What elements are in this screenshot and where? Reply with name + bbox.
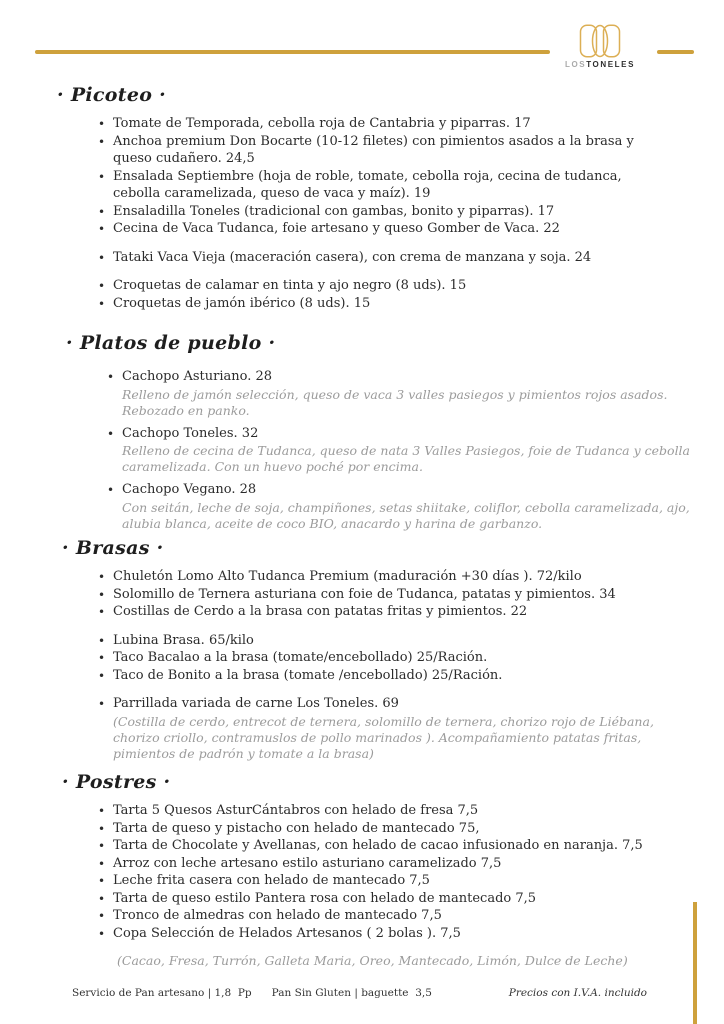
section-title: · Brasas · (62, 537, 164, 559)
menu-item (113, 837, 669, 855)
menu-item-text: • Taco Bacalao a la brasa (tomate/encebollado) 25/Ración. (113, 650, 488, 665)
menu-item-text: • Cecina de Vaca Tudanca, foie artesano y queso Gomber de Vaca. 22 (113, 221, 560, 236)
menu-item-text: • Costillas de Cerdo a la brasa con patatas fritas y pimientos. 22 (113, 604, 528, 619)
menu-item (113, 907, 669, 925)
gold-accent-bar (693, 902, 697, 1024)
menu-item (113, 820, 669, 838)
menu-item-text: • Chuletón Lomo Alto Tudanca Premium (maduración +30 días ). 72/kilo (113, 569, 582, 584)
menu-item-text: • Taco de Bonito a la brasa (tomate /encebollado) 25/Ración. (113, 667, 503, 683)
brand-wordmark-bold: TONELES (586, 60, 636, 69)
menu-item (113, 168, 669, 203)
menu-item-text: • Croquetas de calamar en tinta y ajo negro (8 uds). 15 (113, 278, 467, 293)
menu-item-text: • Tarta de queso estilo Pantera rosa con helado de mantecado 7,5 (113, 890, 537, 906)
brand-wordmark-light: LOS (564, 60, 587, 69)
menu-item-text: • Tarta de Chocolate y Avellanas, con helado de cacao infusionado en naranja. 7,5 (113, 838, 643, 853)
menu-item (113, 649, 669, 667)
menu-section (0, 332, 724, 543)
menu-item (113, 872, 669, 890)
menu-item-text: • Leche frita casera con helado de mantecado 7,5 (113, 873, 430, 888)
menu-item (113, 632, 669, 650)
menu-item-text: • Cachopo Asturiano. 28 (122, 369, 273, 384)
menu-item-text: • Lubina Brasa. 65/kilo (113, 632, 254, 648)
section-title: · Platos de pueblo · (66, 332, 276, 354)
menu-item-text: • Tarta de queso y pistacho con helado de mantecado 75, (113, 820, 480, 836)
menu-item (113, 802, 669, 820)
footer-bread-info (72, 987, 432, 999)
item-group (0, 368, 724, 532)
menu-item (113, 220, 669, 238)
item-group (0, 802, 724, 942)
menu-item-description: Con seitán, leche de soja, champiñones, setas shiitake, coliflor, cebolla caramelizada, ajo, alubia blanca, aceite de coco BIO, anacardo y harina de garbanzo. (122, 499, 690, 531)
item-group (0, 632, 724, 685)
menu-item (113, 203, 669, 221)
menu-item (113, 586, 669, 604)
section-note: (Cacao, Fresa, Turrón, Galleta Maria, Oreo, Mantecado, Limón, Dulce de Leche) (117, 953, 628, 968)
menu-item-text: • Tarta 5 Quesos AsturCántabros con helado de fresa 7,5 (113, 803, 479, 818)
menu-item-text: • Cachopo Toneles. 32 (122, 425, 259, 441)
menu-item-text: • Anchoa premium Don Bocarte (10-12 filetes) con pimientos asados a la brasa y queso cudañero. 24,5 (113, 133, 634, 166)
menu-item (113, 855, 669, 873)
menu-item-text: • Arroz con leche artesano estilo asturiano caramelizado 7,5 (113, 855, 502, 871)
menu-item (113, 667, 669, 685)
item-group (0, 568, 724, 621)
menu-item-text: • Ensalada Septiembre (hoja de roble, tomate, cebolla roja, cecina de tudanca, cebolla caramelizada, queso de vaca y maíz). 19 (113, 168, 622, 201)
menu-item (113, 133, 669, 168)
item-group (0, 277, 724, 312)
item-group (0, 249, 724, 267)
menu-item (122, 481, 698, 532)
menu-item (113, 249, 669, 267)
menu-item-text: • Copa Selección de Helados Artesanos ( 2 bolas ). 7,5 (113, 925, 461, 941)
section-title: · Picoteo · (57, 84, 167, 106)
menu-item-text: • Croquetas de jamón ibérico (8 uds). 15 (113, 295, 371, 311)
menu-item-text: • Cachopo Vegano. 28 (122, 482, 257, 497)
menu-item (113, 695, 669, 762)
item-group (0, 115, 724, 238)
menu-item-text: • Tomate de Temporada, cebolla roja de Cantabria y piparras. 17 (113, 116, 531, 131)
gluten-free-text: Pan Sin Gluten | baguette 3,5 (271, 987, 432, 999)
menu-item-description: (Costilla de cerdo, entrecot de ternera, solomillo de ternera, chorizo rojo de Liébana, chorizo criollo, contramuslos de pollo marinados ). Acompañamiento patatas fritas, pimientos de padrón y tomate a la brasa) (113, 713, 654, 761)
menu-item-text: • Ensaladilla Toneles (tradicional con gambas, bonito y piparras). 17 (113, 203, 555, 219)
menu-item (113, 115, 669, 133)
item-group (0, 695, 724, 762)
menu-item-description: Relleno de jamón selección, queso de vaca 3 valles pasiegos y pimientos rojos asados. Rebozado en panko. (122, 386, 668, 418)
menu-item-description: Relleno de cecina de Tudanca, queso de nata 3 Valles Pasiegos, foie de Tudanca y cebolla caramelizada. Con un huevo poché por encima. (122, 443, 691, 474)
menu-item (113, 925, 669, 943)
menu-item (122, 425, 698, 476)
menu-item (113, 295, 669, 313)
menu-item (113, 890, 669, 908)
menu-item (113, 603, 669, 621)
menu-item-text: • Tronco de almedras con helado de mantecado 7,5 (113, 908, 442, 923)
menu-item-text: • Solomillo de Ternera asturiana con foie de Tudanca, patatas y pimientos. 34 (113, 586, 616, 602)
menu-item (113, 568, 669, 586)
section-title: · Postres · (62, 771, 171, 793)
menu-item (122, 368, 698, 419)
menu-section (0, 84, 724, 323)
menu-section (0, 771, 724, 968)
menu-item-text: • Parrillada variada de carne Los Toneles. 69 (113, 696, 399, 711)
menu-section (0, 537, 724, 773)
vat-note: Precios con I.V.A. incluido (508, 987, 647, 999)
menu-item-text: • Tataki Vaca Vieja (maceración casera), con crema de manzana y soja. 24 (113, 249, 592, 265)
menu-item (113, 277, 669, 295)
bread-service-text: Servicio de Pan artesano | 1,8 Pp (72, 987, 252, 999)
